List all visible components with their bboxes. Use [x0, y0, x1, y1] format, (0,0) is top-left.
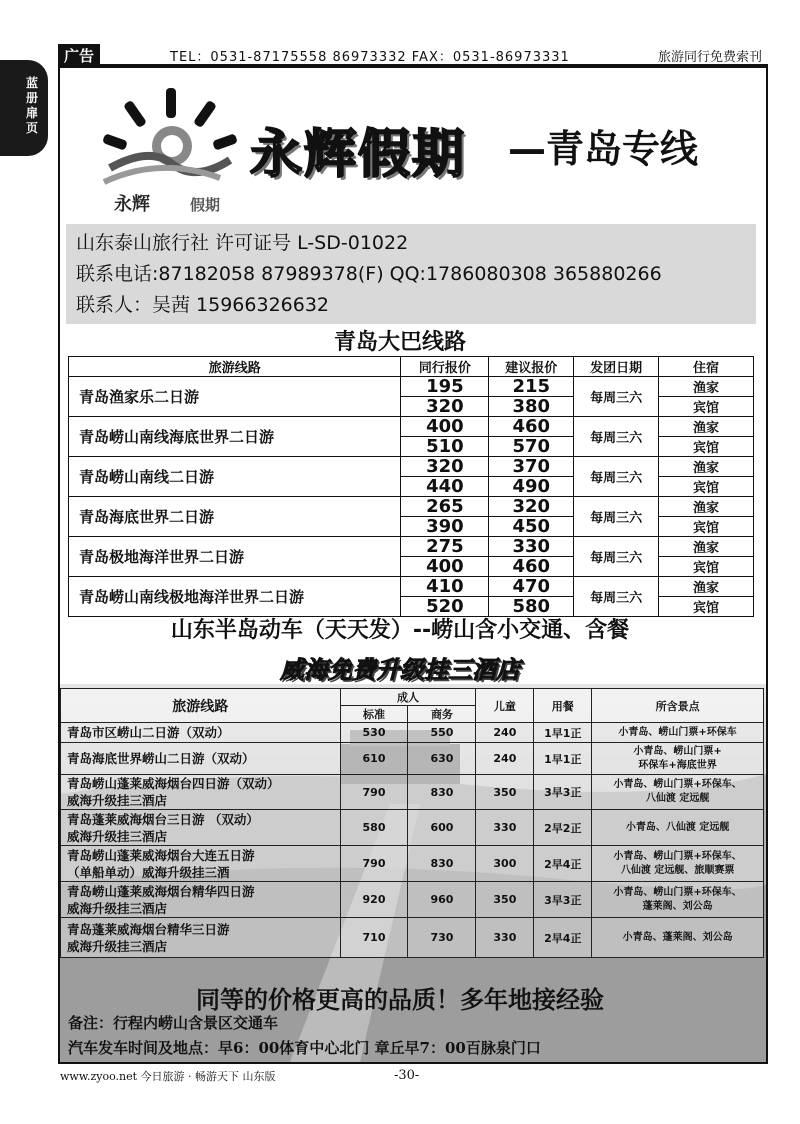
lodging-type: 宾馆 [659, 397, 754, 417]
logo-text: 假期 [190, 196, 221, 214]
col-depart-day: 发团日期 [574, 357, 659, 377]
peer-price: 520 [401, 597, 489, 617]
peer-price: 275 [401, 537, 489, 557]
peer-price: 320 [401, 397, 489, 417]
logo-text: 永辉 [114, 194, 150, 215]
col-peer-price: 同行报价 [401, 357, 489, 377]
retail-price: 450 [489, 517, 574, 537]
business-price: 960 [408, 882, 476, 918]
route-name [61, 775, 341, 810]
bus-section-title: 青岛大巴线路 [333, 330, 466, 355]
meals: 3早3正 [534, 882, 592, 918]
col-route: 旅游线路 [61, 689, 341, 723]
route-name [61, 743, 341, 775]
page-number: -30- [394, 1068, 420, 1083]
spot-line: 小青岛、崂山门票+环保车 [618, 726, 737, 738]
spot-line: 环保车+海底世界 [638, 759, 717, 771]
route-name [61, 882, 341, 918]
depart-day: 每周三六 [574, 457, 659, 497]
meals: 2早4正 [534, 846, 592, 882]
depart-day: 每周三六 [574, 377, 659, 417]
table-row [61, 918, 764, 958]
route-name-line: 青岛崂山蓬莱威海烟台四日游（双动） [67, 776, 280, 791]
retail-price: 370 [489, 457, 574, 477]
side-tab: 蓝册扉页 [0, 60, 48, 156]
col-child: 儿童 [476, 689, 534, 723]
lodging-type: 宾馆 [659, 557, 754, 577]
spot-line: 小青岛、崂山门票+环保车、 [613, 779, 742, 790]
standard-price: 530 [340, 723, 408, 743]
standard-price: 580 [340, 810, 408, 846]
child-price: 240 [476, 743, 534, 775]
spot-line: 八仙渡 定远舰 [645, 793, 710, 804]
route-name-line: 青岛海底世界崂山二日游（双动） [67, 751, 255, 766]
child-price: 300 [476, 846, 534, 882]
col-meals: 用餐 [534, 689, 592, 723]
lodging-type: 渔家 [659, 417, 754, 437]
col-spots: 所含景点 [592, 689, 764, 723]
retail-price: 460 [489, 417, 574, 437]
route-name-line: 青岛崂山蓬莱威海烟台大连五日游 [67, 847, 255, 863]
spot-line: 小青岛、八仙渡 定远舰 [625, 821, 730, 833]
route-name: 青岛渔家乐二日游 [69, 377, 401, 417]
peer-price: 320 [401, 457, 489, 477]
child-price: 350 [476, 882, 534, 918]
table-row [69, 417, 754, 437]
route-name: 青岛崂山南线海底世界二日游 [69, 417, 401, 457]
spot-line: 小青岛、崂山门票+环保车、 [613, 850, 742, 862]
included-spots [592, 743, 764, 775]
agency-contact: 联系人：吴茜 15966326632 [76, 294, 330, 316]
included-spots [592, 723, 764, 743]
sun-logo-icon [100, 86, 240, 216]
table-row [61, 723, 764, 743]
lodging-type: 宾馆 [659, 437, 754, 457]
child-price: 350 [476, 775, 534, 810]
retail-price: 320 [489, 497, 574, 517]
peer-price: 265 [401, 497, 489, 517]
retail-price: 470 [489, 577, 574, 597]
peer-price: 440 [401, 477, 489, 497]
table-row [61, 882, 764, 918]
col-route: 旅游线路 [69, 357, 401, 377]
peer-price: 510 [401, 437, 489, 457]
meals: 3早3正 [534, 775, 592, 810]
peer-price: 390 [401, 517, 489, 537]
included-spots [592, 918, 764, 958]
spot-line: 小青岛、崂山门票+环保车、 [613, 886, 742, 898]
lodging-type: 渔家 [659, 537, 754, 557]
spot-line: 小青岛、崂山门票+ [633, 745, 722, 757]
peer-price: 195 [401, 377, 489, 397]
lodging-type: 宾馆 [659, 597, 754, 617]
lodging-type: 渔家 [659, 577, 754, 597]
table-row [61, 743, 764, 775]
lodging-type: 宾馆 [659, 477, 754, 497]
depart-day: 每周三六 [574, 577, 659, 617]
standard-price: 790 [340, 775, 408, 810]
depart-day: 每周三六 [574, 537, 659, 577]
retail-price: 570 [489, 437, 574, 457]
route-name-line: 威海升级挂三酒店 [67, 938, 168, 954]
standard-price: 610 [340, 743, 408, 775]
child-price: 240 [476, 723, 534, 743]
retail-price: 460 [489, 557, 574, 577]
business-price: 830 [408, 775, 476, 810]
lodging-type: 渔家 [659, 377, 754, 397]
note: 备注：行程内崂山含景区交通车 [68, 1014, 279, 1032]
standard-price: 710 [340, 918, 408, 958]
table-row [61, 846, 764, 882]
col-standard: 标准 [340, 706, 408, 723]
col-retail-price: 建议报价 [489, 357, 574, 377]
table-row [61, 810, 764, 846]
lodging-type: 渔家 [659, 497, 754, 517]
peer-price: 410 [401, 577, 489, 597]
business-price: 550 [408, 723, 476, 743]
free-catalog-tag: 旅游同行免费索刊 [657, 50, 762, 65]
retail-price: 215 [489, 377, 574, 397]
col-lodging: 住宿 [659, 357, 754, 377]
agency-info [66, 224, 756, 324]
child-price: 330 [476, 810, 534, 846]
lodging-type: 渔家 [659, 457, 754, 477]
meals: 1早1正 [534, 723, 592, 743]
route-name: 青岛崂山南线二日游 [69, 457, 401, 497]
agency-phone: 联系电话:87182058 87989378(F) QQ:1786080308 365880266 [76, 263, 662, 285]
peer-price: 400 [401, 417, 489, 437]
route-name: 青岛极地海洋世界二日游 [69, 537, 401, 577]
departure-info: 汽车发车时间及地点：早6：00体育中心北门 章丘早7：00百脉泉门口 [68, 1039, 541, 1057]
route-name-line: 青岛蓬莱威海烟台精华三日游 [67, 921, 230, 937]
standard-price: 920 [340, 882, 408, 918]
route-name-line: 威海升级挂三酒店 [67, 828, 168, 844]
header-contact: TEL：0531-87175558 86973332 FAX：0531-86973331 [170, 50, 570, 65]
route-name [61, 723, 341, 743]
included-spots [592, 810, 764, 846]
route-name-line: （单船单动）威海升级挂三酒 [67, 864, 230, 880]
table-row [69, 497, 754, 517]
slogan: 同等的价格更高的品质！多年地接经验 [196, 986, 604, 1014]
route-name: 青岛海底世界二日游 [69, 497, 401, 537]
meals: 2早2正 [534, 810, 592, 846]
retail-price: 580 [489, 597, 574, 617]
included-spots [592, 775, 764, 810]
included-spots [592, 882, 764, 918]
peer-price: 400 [401, 557, 489, 577]
included-spots [592, 846, 764, 882]
agency-license: 山东泰山旅行社 许可证号 L-SD-01022 [76, 232, 409, 254]
child-price: 330 [476, 918, 534, 958]
table-header-row [61, 689, 764, 706]
route-name [61, 846, 341, 882]
route-name [61, 810, 341, 846]
standard-price: 790 [340, 846, 408, 882]
table-row [69, 457, 754, 477]
brand-line: —青岛专线 [508, 127, 699, 171]
table-header-row [69, 357, 754, 377]
page-footer [60, 1068, 420, 1084]
meals: 2早4正 [534, 918, 592, 958]
business-price: 600 [408, 810, 476, 846]
footer-site: www.zyoo.net 今日旅游 · 畅游天下 山东版 [60, 1070, 276, 1083]
train-section-title: 山东半岛动车（天天发）--崂山含小交通、含餐 [170, 618, 630, 643]
route-name-line: 青岛崂山蓬莱威海烟台精华四日游 [67, 883, 255, 899]
route-name: 青岛崂山南线极地海洋世界二日游 [69, 577, 401, 617]
retail-price: 330 [489, 537, 574, 557]
lodging-type: 宾馆 [659, 517, 754, 537]
business-price: 630 [408, 743, 476, 775]
train-route-table [60, 688, 764, 958]
col-business: 商务 [408, 706, 476, 723]
spot-line: 蓬莱阁、刘公岛 [642, 900, 713, 912]
table-row [69, 537, 754, 557]
col-adult: 成人 [340, 689, 476, 706]
depart-day: 每周三六 [574, 497, 659, 537]
train-section-subtitle: 威海免费升级挂三酒店 [280, 656, 520, 684]
spot-line: 小青岛、蓬莱阁、刘公岛 [622, 931, 733, 943]
ad-tag: 广告 [58, 44, 100, 67]
route-name-line: 威海升级挂三酒店 [67, 900, 168, 916]
depart-day: 每周三六 [574, 417, 659, 457]
table-row [69, 577, 754, 597]
spot-line: 八仙渡 定远舰、旅顺赛票 [620, 864, 735, 876]
brand-name: 永辉假期 [250, 124, 467, 185]
meals: 1早1正 [534, 743, 592, 775]
business-price: 730 [408, 918, 476, 958]
business-price: 830 [408, 846, 476, 882]
route-name-line: 青岛蓬莱威海烟台三日游 （双动） [67, 811, 259, 827]
page-header [58, 44, 768, 66]
retail-price: 380 [489, 397, 574, 417]
bus-route-table [68, 356, 754, 617]
route-name [61, 918, 341, 958]
table-row [69, 377, 754, 397]
table-row [61, 775, 764, 810]
retail-price: 490 [489, 477, 574, 497]
route-name-line: 青岛市区崂山二日游（双动） [67, 725, 230, 740]
route-name-line: 威海升级挂三酒店 [67, 793, 168, 808]
